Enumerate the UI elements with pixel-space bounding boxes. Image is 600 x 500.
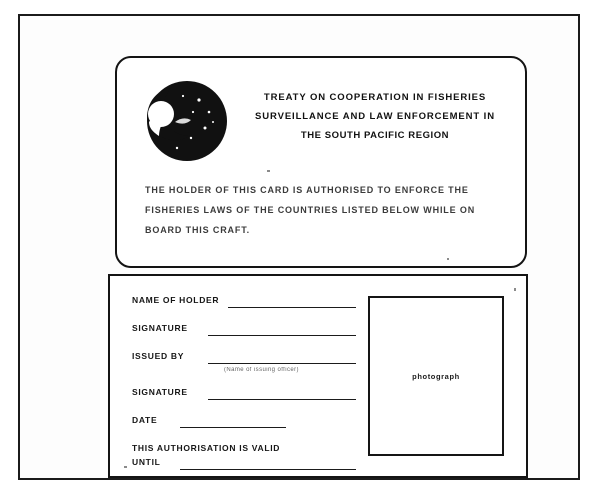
card-top-panel: [115, 56, 527, 268]
field-signature-officer[interactable]: [132, 382, 368, 410]
field-signature-holder[interactable]: [132, 318, 368, 346]
holder-details-form: [132, 290, 368, 478]
field-date[interactable]: [132, 410, 368, 438]
field-hint-issuing-officer: (Name of issuing officer): [224, 367, 299, 373]
field-label: ISSUED BY: [132, 351, 185, 361]
scan-speck: [514, 288, 516, 291]
card-title-line-3: THE SOUTH PACIFIC REGION: [300, 130, 450, 141]
field-label: SIGNATURE: [132, 387, 188, 397]
scan-speck: [124, 466, 127, 468]
notice-line-2: FISHERIES LAWS OF THE COUNTRIES LISTED BELOW WHILE ON: [145, 205, 476, 215]
card-title-line-2: SURVEILLANCE AND LAW ENFORCEMENT IN: [255, 111, 495, 122]
field-label-line-1: THIS AUTHORISATION IS VALID: [132, 443, 281, 453]
field-write-line[interactable]: [228, 307, 356, 308]
field-write-line[interactable]: [208, 363, 356, 364]
notice-line-1: THE HOLDER OF THIS CARD IS AUTHORISED TO ENFORCE THE: [145, 185, 469, 195]
field-write-line[interactable]: [180, 427, 286, 428]
field-label: DATE: [132, 415, 158, 425]
field-label: SIGNATURE: [132, 323, 188, 333]
card-title-line-1: TREATY ON COOPERATION IN FISHERIES: [263, 92, 487, 103]
field-label: NAME OF HOLDER: [132, 295, 220, 305]
photograph-label: photograph: [412, 371, 460, 381]
authorisation-notice: [145, 180, 501, 240]
card-bottom-panel: [108, 274, 528, 478]
scan-speck: [267, 170, 270, 172]
notice-line-3: BOARD THIS CRAFT.: [145, 225, 250, 235]
scan-frame: [18, 14, 580, 480]
field-write-line[interactable]: [208, 335, 356, 336]
field-write-line[interactable]: [208, 399, 356, 400]
card-title: [237, 88, 513, 145]
field-issued-by[interactable]: [132, 346, 368, 374]
field-authorisation-valid-until[interactable]: [132, 438, 368, 478]
field-name-of-holder[interactable]: [132, 290, 368, 318]
pacific-island-emblem-icon: [139, 78, 231, 164]
photograph-placeholder[interactable]: [368, 296, 504, 456]
field-write-line[interactable]: [180, 469, 356, 470]
field-label-line-2: UNTIL: [132, 457, 161, 467]
scan-speck: [447, 258, 449, 260]
